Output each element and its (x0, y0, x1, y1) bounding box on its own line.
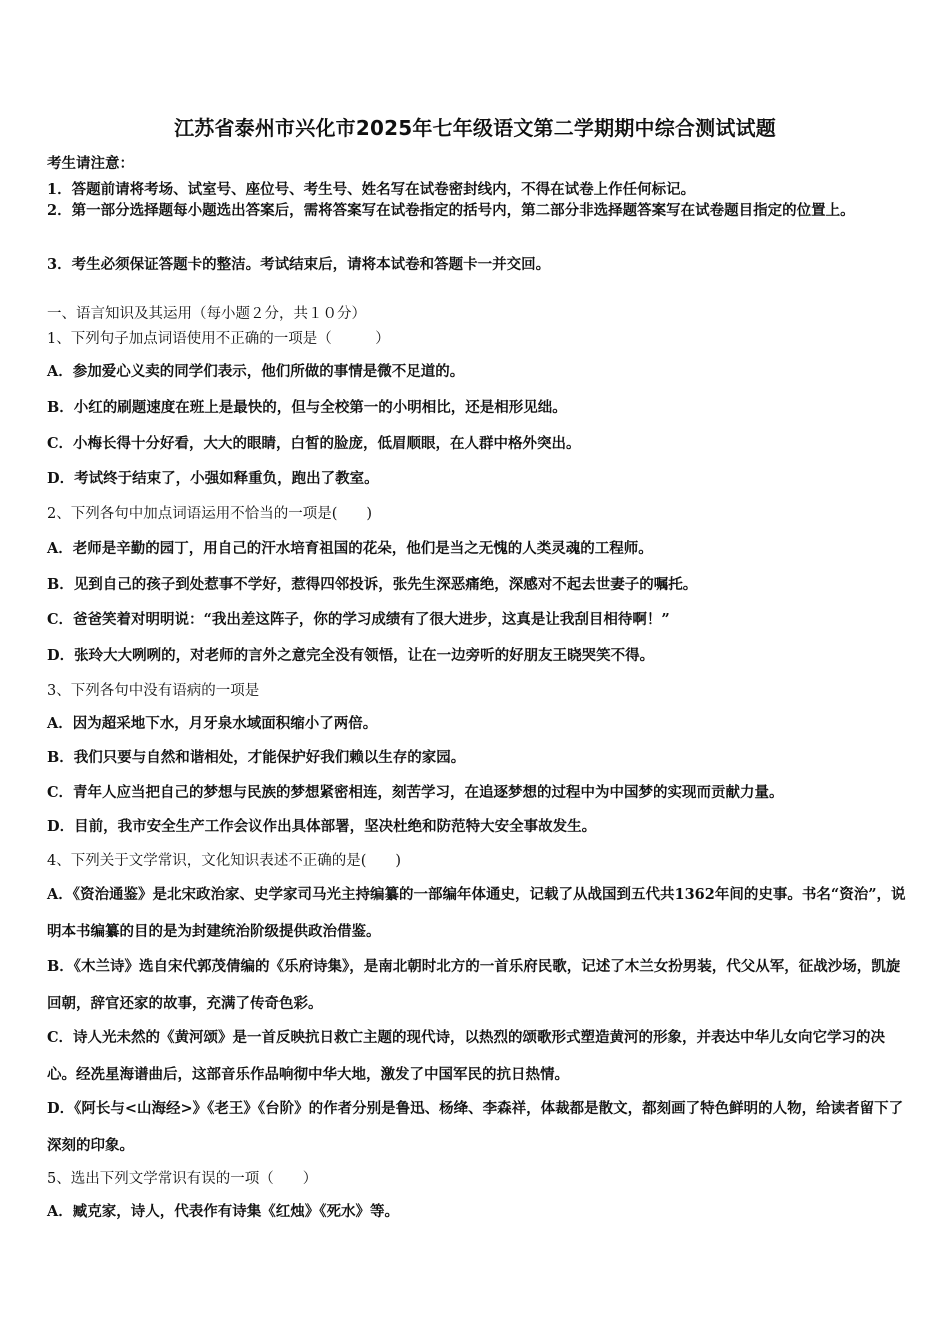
option: A．参加爱心义卖的同学们表示，他们所做的事情是微不足道的。 (47, 363, 465, 380)
question-stem: 4、下列关于文学常识，文化知识表述不正确的是( ) (47, 853, 402, 869)
option: B．见到自己的孩子到处惹事不学好，惹得四邻投诉，张先生深恶痛绝，深感对不起去世妻子的嘱托。 (47, 576, 698, 593)
notice-heading: 考生请注意： (47, 155, 134, 172)
question-stem: 3、下列各句中没有语病的一项是 (47, 683, 260, 699)
question-stem: 2、下列各句中加点词语运用不恰当的一项是( ) (47, 506, 373, 522)
page-title: 江苏省泰州市兴化市2025年七年级语文第二学期期中综合测试试题 (174, 116, 776, 140)
option: A．老师是辛勤的园丁，用自己的汗水培育祖国的花朵，他们是当之无愧的人类灵魂的工程师。 (47, 540, 653, 557)
notice-item: 2．第一部分选择题每小题选出答案后，需将答案写在试卷指定的括号内，第二部分非选择题答案写在试卷题目指定的位置上。 (47, 202, 855, 219)
option: C．小梅长得十分好看，大大的眼睛，白皙的脸庞，低眉顺眼，在人群中格外突出。 (47, 435, 581, 452)
option: C．爸爸笑着对明明说：“我出差这阵子，你的学习成绩有了很大进步，这真是让我刮目相待啊！” (47, 611, 670, 628)
option: D．目前，我市安全生产工作会议作出具体部署，坚决杜绝和防范特大安全事故发生。 (47, 818, 597, 835)
option: B．小红的刷题速度在班上是最快的，但与全校第一的小明相比，还是相形见绌。 (47, 399, 567, 416)
option: A．因为超采地下水，月牙泉水域面积缩小了两倍。 (47, 715, 378, 732)
option: A．《资治通鉴》是北宋政治家、史学家司马光主持编纂的一部编年体通史，记载了从战国到五代共1362年间的史事。书名“资治”，说明本书编纂的目的是为封建统治阶级提供政治借鉴。 (47, 886, 906, 940)
option: C．诗人光未然的《黄河颂》是一首反映抗日救亡主题的现代诗，以热烈的颂歌形式塑造黄河的形象，并表达中华儿女向它学习的决心。经冼星海谱曲后，这部音乐作品响彻中华大地，激发了中国军民的抗日热情。 (47, 1029, 886, 1083)
option: A．臧克家，诗人，代表作有诗集《红烛》《死水》等。 (47, 1203, 399, 1220)
option: D．考试终于结束了，小强如释重负，跑出了教室。 (47, 470, 379, 487)
option: B．我们只要与自然和谐相处，才能保护好我们赖以生存的家园。 (47, 749, 466, 766)
option: B．《木兰诗》选自宋代郭茂倩编的《乐府诗集》，是南北朝时北方的一首乐府民歌，记述了木兰女扮男装，代父从军，征战沙场，凯旋回朝，辞官还家的故事，充满了传奇色彩。 (47, 958, 901, 1012)
option: C．青年人应当把自己的梦想与民族的梦想紧密相连，刻苦学习，在追逐梦想的过程中为中国梦的实现而贡献力量。 (47, 784, 784, 801)
question-stem: 5、选出下列文学常识有误的一项（ ） (47, 1171, 318, 1187)
option: D．《阿长与<山海经>》《老王》《台阶》的作者分别是鲁迅、杨绛、李森祥，体裁都是散文，都刻画了特色鲜明的人物，给读者留下了深刻的印象。 (47, 1100, 904, 1154)
notice-item: 3．考生必须保证答题卡的整洁。考试结束后，请将本试卷和答题卡一并交回。 (47, 256, 551, 273)
option: D．张玲大大咧咧的，对老师的言外之意完全没有领悟，让在一边旁听的好朋友王晓哭笑不得。 (47, 647, 655, 664)
notice-item: 1．答题前请将考场、试室号、座位号、考生号、姓名写在试卷密封线内，不得在试卷上作任何标记。 (47, 181, 696, 198)
section-heading: 一、语言知识及其运用（每小题２分，共１０分） (47, 306, 366, 322)
question-stem: 1、下列句子加点词语使用不正确的一项是（ ） (47, 331, 390, 347)
